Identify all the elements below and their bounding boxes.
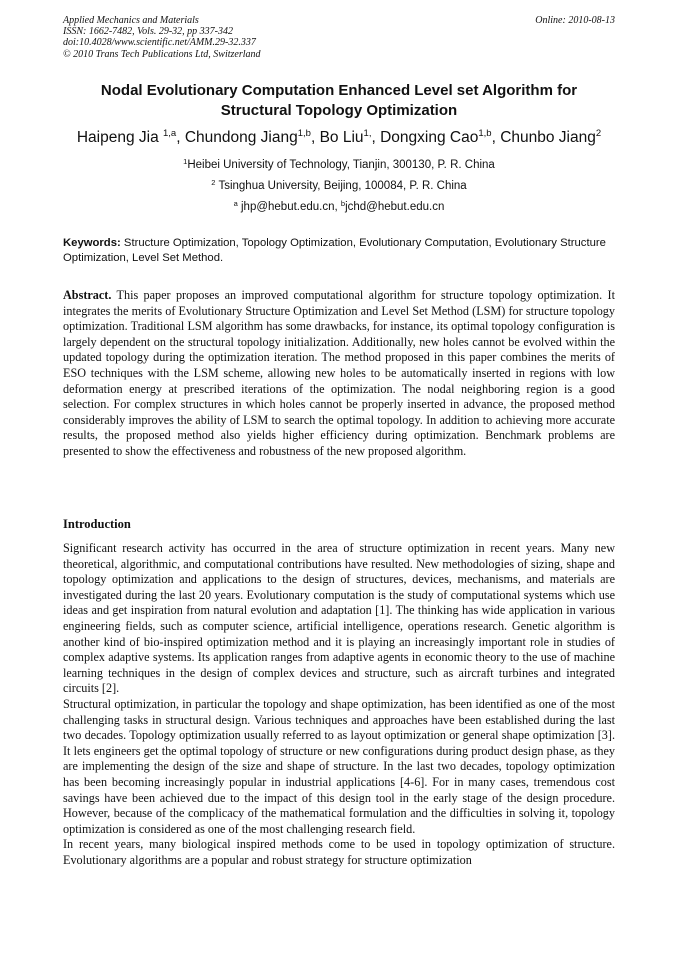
- title-line-1: Nodal Evolutionary Computation Enhanced Level set Algorithm for: [100, 82, 578, 99]
- author-separator: ,: [176, 129, 185, 146]
- paragraph: In recent years, many biological inspired methods come to be used in topology optimization of structure. Evolutionary algorithms are a popular and robust strategy for structure optimization: [63, 837, 615, 867]
- author-name: Chundong Jiang: [184, 129, 298, 146]
- author-name: Chunbo Jiang: [500, 129, 596, 146]
- affiliation-2-text: Tsinghua University, Beijing, 100084, P. R. China: [215, 180, 467, 192]
- doi-line: doi:10.4028/www.scientific.net/AMM.29-32.337: [63, 37, 256, 49]
- author-affiliation-mark: 1,a: [163, 128, 177, 139]
- paper-title: [63, 81, 615, 121]
- email-b: jchd@hebut.edu.cn: [345, 201, 445, 213]
- abstract-label: Abstract.: [63, 288, 112, 302]
- abstract: [63, 288, 615, 460]
- author-emails: [63, 200, 615, 214]
- journal-header: [63, 15, 261, 60]
- author-list: [40, 128, 638, 148]
- online-date: Online: 2010-08-13: [535, 15, 615, 26]
- keywords-text: Structure Optimization, Topology Optimization, Evolutionary Computation, Evolutionary Structure Optimization, Level Set Method.: [63, 237, 606, 264]
- abstract-text: This paper proposes an improved computational algorithm for structure topology optimization. It integrates the merits of Evolutionary Structure Optimization and Level Set Method (LSM) for structure topology optimization. Traditional LSM algorithm has some drawbacks, for instance, its optimal topology configuration is largely dependent on the structural topology initialization. Additionally, new holes cannot be evolved within the updated topology during the optimization iteration. The method proposed in this paper combines the merits of ESO techniques with the LSM scheme, allowing new holes to be automatically inserted in regions with low deformation energy at prescribed iterations of the optimization. The nodal neighboring region is a good selection. For complex structures in which holes cannot be properly inserted in advance, the proposed method considerably improves the ability of LSM to search the optimal topology. In addition to achieving more accurate results, the proposed method also yields higher efficiency during optimization. Benchmark problems are presented to show the effectiveness and robustness of the new proposed algorithm.: [63, 288, 615, 458]
- author-separator: ,: [371, 129, 381, 146]
- copyright-line: © 2010 Trans Tech Publications Ltd, Switzerland: [63, 48, 261, 60]
- author-name: Dongxing Cao: [380, 129, 479, 146]
- affiliation-2: [63, 179, 615, 193]
- author-separator: ,: [310, 129, 320, 146]
- paragraph: Structural optimization, in particular the topology and shape optimization, has been identified as one of the most challenging tasks in structural design. Various techniques and approaches have been established during the last two decades. Topology optimization usually referred to as layout optimization or general shape optimization [3]. It lets engineers get the optimal topology of structure or new configurations during product design phase, as they are implementing the design of the size and shape of structure. In the last two decades, topology optimization has been becoming increasingly popular in industrial applications [4-6]. For in many cases, tremendous cost savings have been achieved due to the impact of this design tool in the early stage of the design procedure. However, because of the complicacy of the mathematical formulation and the difficulties in solving it, topology optimization is considered as one of the most challenging research field.: [63, 696, 615, 836]
- affiliation-1-text: Heibei University of Technology, Tianjin, 300130, P. R. China: [187, 159, 495, 171]
- author-affiliation-mark: 2: [595, 128, 602, 139]
- email-a-mark: a: [233, 199, 238, 208]
- journal-name: Applied Mechanics and Materials: [63, 15, 199, 26]
- affiliation-2-mark: 2: [211, 178, 216, 187]
- author-name: Haipeng Jia: [76, 129, 163, 146]
- author-affiliation-mark: 1,b: [297, 128, 311, 139]
- email-a: jhp@hebut.edu.cn,: [237, 201, 341, 213]
- keywords: [63, 236, 615, 265]
- issn-line: ISSN: 1662-7482, Vols. 29-32, pp 337-342: [63, 26, 233, 38]
- email-b-mark: b: [340, 199, 346, 208]
- author-separator: ,: [491, 129, 501, 146]
- paragraph: Significant research activity has occurred in the area of structure optimization in recent years. Many new theoretical, algorithmic, and computational contributions have resulted. New methodologies of sizing, shape and topology optimization and applications to the design of structures, devices, mechanisms, and materials are investigated during the last 20 years. Evolutionary computation is the study of computational systems which use ideas and get inspiration from natural evolution and adaptation [1]. The thinking has wide application in various engineering fields, such as computer science, artificial intelligence, operations research. Genetic algorithm is another kind of bio-inspired optimization method and it is playing an increasingly important role in studies of complex adaptive systems. Its application ranges from adaptive agents in economic theory to the use of machine learning techniques in the design of complex devices and structure, such as aircraft turbines and integrated circuits [2].: [63, 541, 615, 696]
- author-affiliation-mark: 1,b: [478, 128, 492, 139]
- author-name: Bo Liu: [319, 129, 364, 146]
- title-line-2: Structural Topology Optimization: [220, 102, 458, 119]
- keywords-label: Keywords:: [63, 237, 121, 249]
- introduction-body: [63, 541, 615, 868]
- affiliation-1-mark: 1: [183, 157, 188, 166]
- author-affiliation-mark: 1,: [363, 128, 372, 139]
- affiliation-1: [63, 158, 615, 172]
- introduction-heading: Introduction: [63, 517, 131, 531]
